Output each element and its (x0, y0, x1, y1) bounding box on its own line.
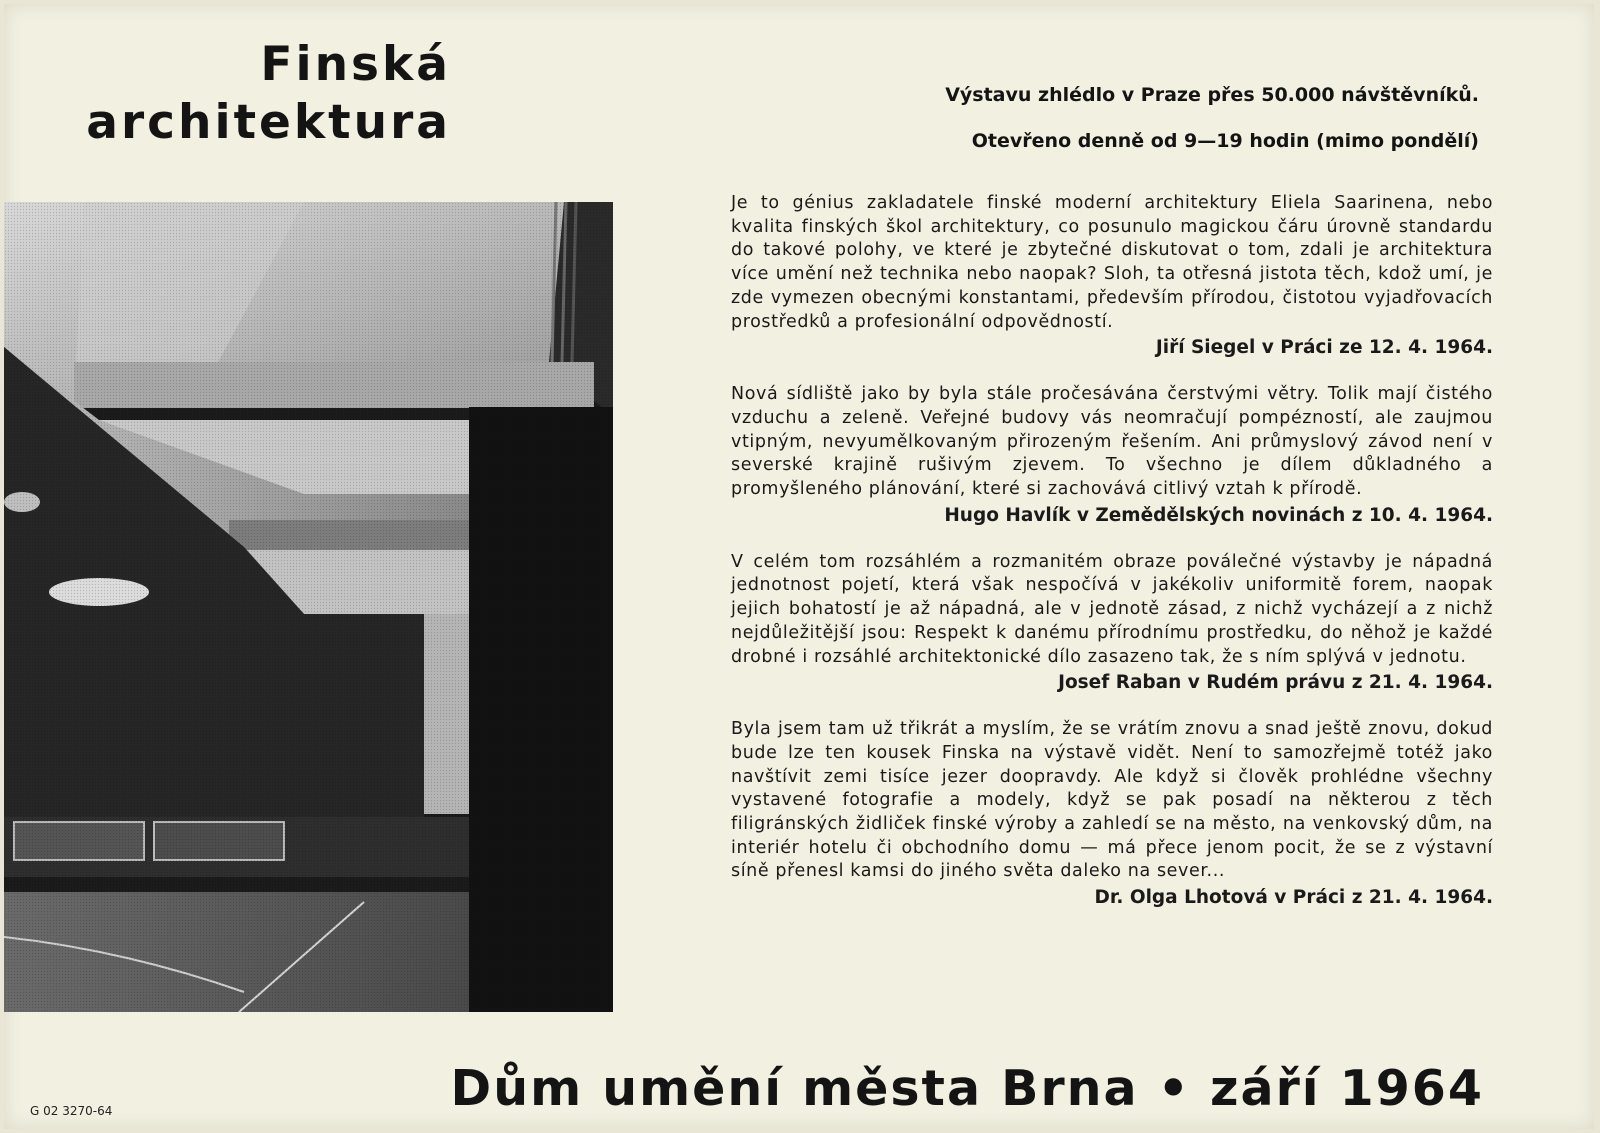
exhibition-flyer (4, 4, 1594, 1129)
review-text: Je to génius zakladatele finské moderní architektury Eliela Saarinena, nebo kvalita finských škol architektury, co posunulo magickou čáru úrovně standardu do takové polohy, ve které je zbytečné diskutovat o tom, zdali je architektura více umění než technika nebo naopak? Sloh, ta otřesná jistota těch, kdož umí, je zde vymezen obecnými konstantami, především přírodou, čistotou vyjadřovacích prostředků a profesionální odpovědností. (731, 193, 1493, 332)
review-text: Byla jsem tam už třikrát a myslím, že se vrátím znovu a snad ještě znovu, dokud bude lze ten kousek Finska na výstavě vidět. Není to samozřejmě totéž jako navštívit zemi tisíce jezer doopravdy. Ale když si člověk prohlédne všechny vystavené fotografie a modely, když se pak posadí na některou z těch filigránských židliček finské výroby a zahledí se na město, na venkovský dům, na interiér hotelu či obchodního domu — má přece jenom pocit, že se z výstavní síně přenesl kamsi do jiného světa daleko na sever... (731, 719, 1493, 882)
venue-and-date: Dům umění města Brna • září 1964 (450, 1060, 1484, 1117)
opening-hours: Otevřeno denně od 9—19 hodin (mimo pondělí) (971, 130, 1479, 152)
review-source: Josef Raban v Rudém právu z 21. 4. 1964. (1058, 672, 1493, 694)
review (731, 192, 1493, 361)
review-source: Hugo Havlík v Zemědělských novinách z 10. 4. 1964. (944, 504, 1493, 526)
interior-ceiling-image (4, 202, 613, 1012)
review-text: Nová sídliště jako by byla stále pročesávána čerstvými větry. Tolik mají čistého vzduchu a zeleně. Veřejné budovy vás neomračují pompézností, ale zaujmou vtipným, nevyumělkovaným přirozeným řešením. Ani průmyslový závod není v severské krajině rušivým zjevem. To všechno je dílem důkladného a promyšleného plánování, které si zachovává citlivý vztah k přírodě. (731, 384, 1493, 500)
review-source: Dr. Olga Lhotová v Práci z 21. 4. 1964. (1094, 887, 1493, 909)
title-line-1: Finská (260, 37, 451, 92)
review (731, 383, 1493, 529)
review (731, 718, 1493, 911)
review-source: Jiří Siegel v Práci ze 12. 4. 1964. (1155, 337, 1493, 359)
print-code: G 02 3270-64 (30, 1104, 113, 1118)
flyer-title (64, 36, 451, 152)
press-quotes (731, 192, 1493, 933)
review (731, 551, 1493, 697)
title-line-2: architektura (86, 95, 451, 150)
visitors-note: Výstavu zhlédlo v Praze přes 50.000 návštěvníků. (945, 84, 1479, 106)
review-text: V celém tom rozsáhlém a rozmanitém obraze poválečné výstavby je nápadná jednotnost pojetí, která však nespočívá v jakékoliv uniformitě forem, naopak jejich bohatostí je až nápadná, ale v jednotě zásad, z nichž vycházejí a z nichž nejdůležitější jsou: Respekt k danému přírodnímu prostředku, do něhož je každé drobné i rozsáhlé architektonické dílo zasazeno tak, že s ním splývá v jednotu. (731, 551, 1493, 667)
architecture-photo (4, 202, 613, 1012)
